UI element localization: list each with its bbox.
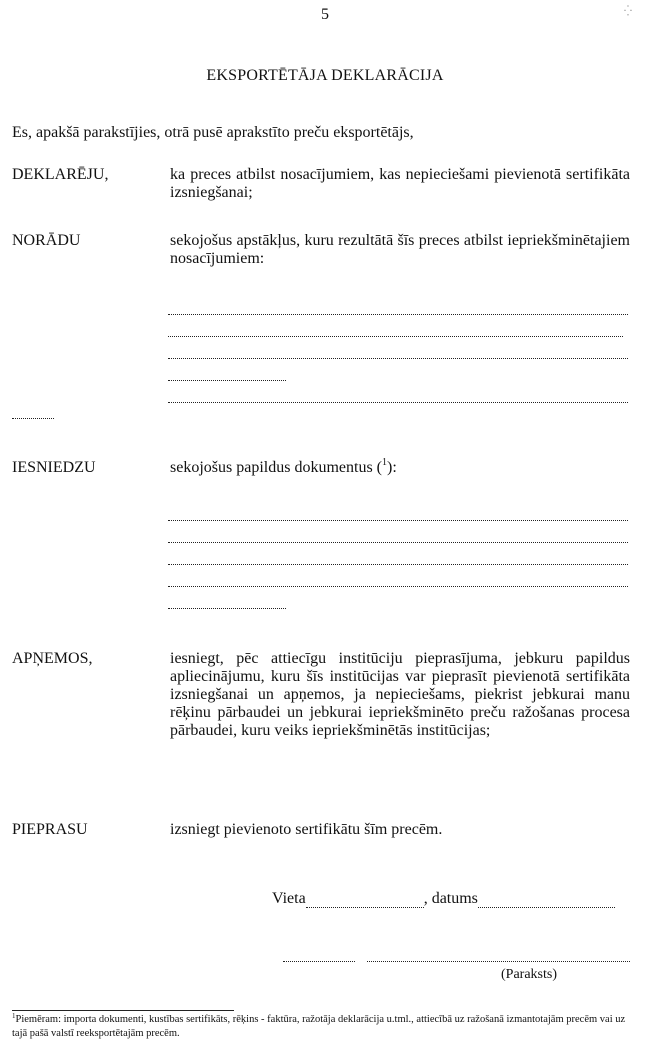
undertake-label: APŅEMOS,: [12, 650, 93, 667]
footnote-number: 1: [12, 1012, 16, 1020]
indicate-fill-line[interactable]: [168, 384, 628, 403]
submit-fill-line[interactable]: [168, 590, 286, 609]
footnote: [12, 1013, 638, 1040]
submit-text-main: sekojošus papildus dokumentus (: [170, 459, 382, 476]
indicate-fill-line[interactable]: [168, 318, 623, 337]
date-label: , datums: [423, 890, 478, 907]
declare-text: ka preces atbilst nosacījumiem, kas nepieciešami pievienotā sertifikāta izsniegšanai;: [170, 166, 630, 201]
page-number: 5: [321, 6, 329, 23]
intro-text: Es, apakšā parakstījies, otrā pusē aprakstīto preču eksportētājs,: [12, 124, 414, 141]
page-title: EKSPORTĒTĀJA DEKLARĀCIJA: [206, 67, 444, 84]
place-date-line: [272, 890, 615, 908]
place-field[interactable]: [306, 893, 424, 908]
submit-fill-line[interactable]: [168, 524, 628, 543]
date-field[interactable]: [478, 893, 615, 908]
indicate-fill-line[interactable]: [168, 296, 628, 315]
submit-fill-line[interactable]: [168, 568, 628, 587]
request-text: izsniegt pievienoto sertifikātu šīm precēm.: [170, 821, 443, 838]
signature-field-prefix[interactable]: [283, 943, 355, 962]
submit-label: IESNIEDZU: [12, 459, 96, 476]
submit-text: [170, 459, 630, 479]
scan-speck: ⁛: [624, 6, 632, 17]
indicate-fill-line-short[interactable]: [12, 400, 54, 419]
indicate-fill-line[interactable]: [168, 340, 628, 359]
submit-fill-line[interactable]: [168, 502, 628, 521]
submit-fill-line[interactable]: [168, 546, 628, 565]
place-label: Vieta: [272, 890, 306, 907]
request-label: PIEPRASU: [12, 821, 88, 838]
signature-label: (Paraksts): [501, 967, 557, 982]
indicate-text: sekojošus apstākļus, kuru rezultātā šīs preces atbilst iepriekšminētajiem nosacījumiem:: [170, 232, 630, 267]
footnote-text: Piemēram: importa dokumenti, kustības sertifikāts, rēķins - faktūra, ražotāja deklarācija u.tml., attiecībā uz ražošanā izmantotajām precēm vai uz tajā pašā valstī reeksportētajām precēm.: [12, 1014, 626, 1039]
indicate-fill-line[interactable]: [168, 362, 286, 381]
undertake-text: iesniegt, pēc attiecīgu institūciju pieprasījuma, jebkuru papildus apliecinājumu, kuru šīs institūcijas var pieprasīt pievienotā sertifikāta izsniegšanai un apņemos, ja nepieciešams, piekrist jebkurai manu rēķinu pārbaudei un jebkurai iepriekšminēto preču ražošanas procesa pārbaudei, kuru veiks iepriekšminētās institūcijas;: [170, 650, 630, 739]
footnote-ref: 1: [382, 457, 387, 468]
indicate-label: NORĀDU: [12, 232, 81, 249]
signature-field[interactable]: [367, 943, 630, 962]
declare-label: DEKLARĒJU,: [12, 166, 109, 183]
footnote-divider: [12, 1010, 234, 1011]
submit-text-end: ):: [387, 459, 397, 476]
